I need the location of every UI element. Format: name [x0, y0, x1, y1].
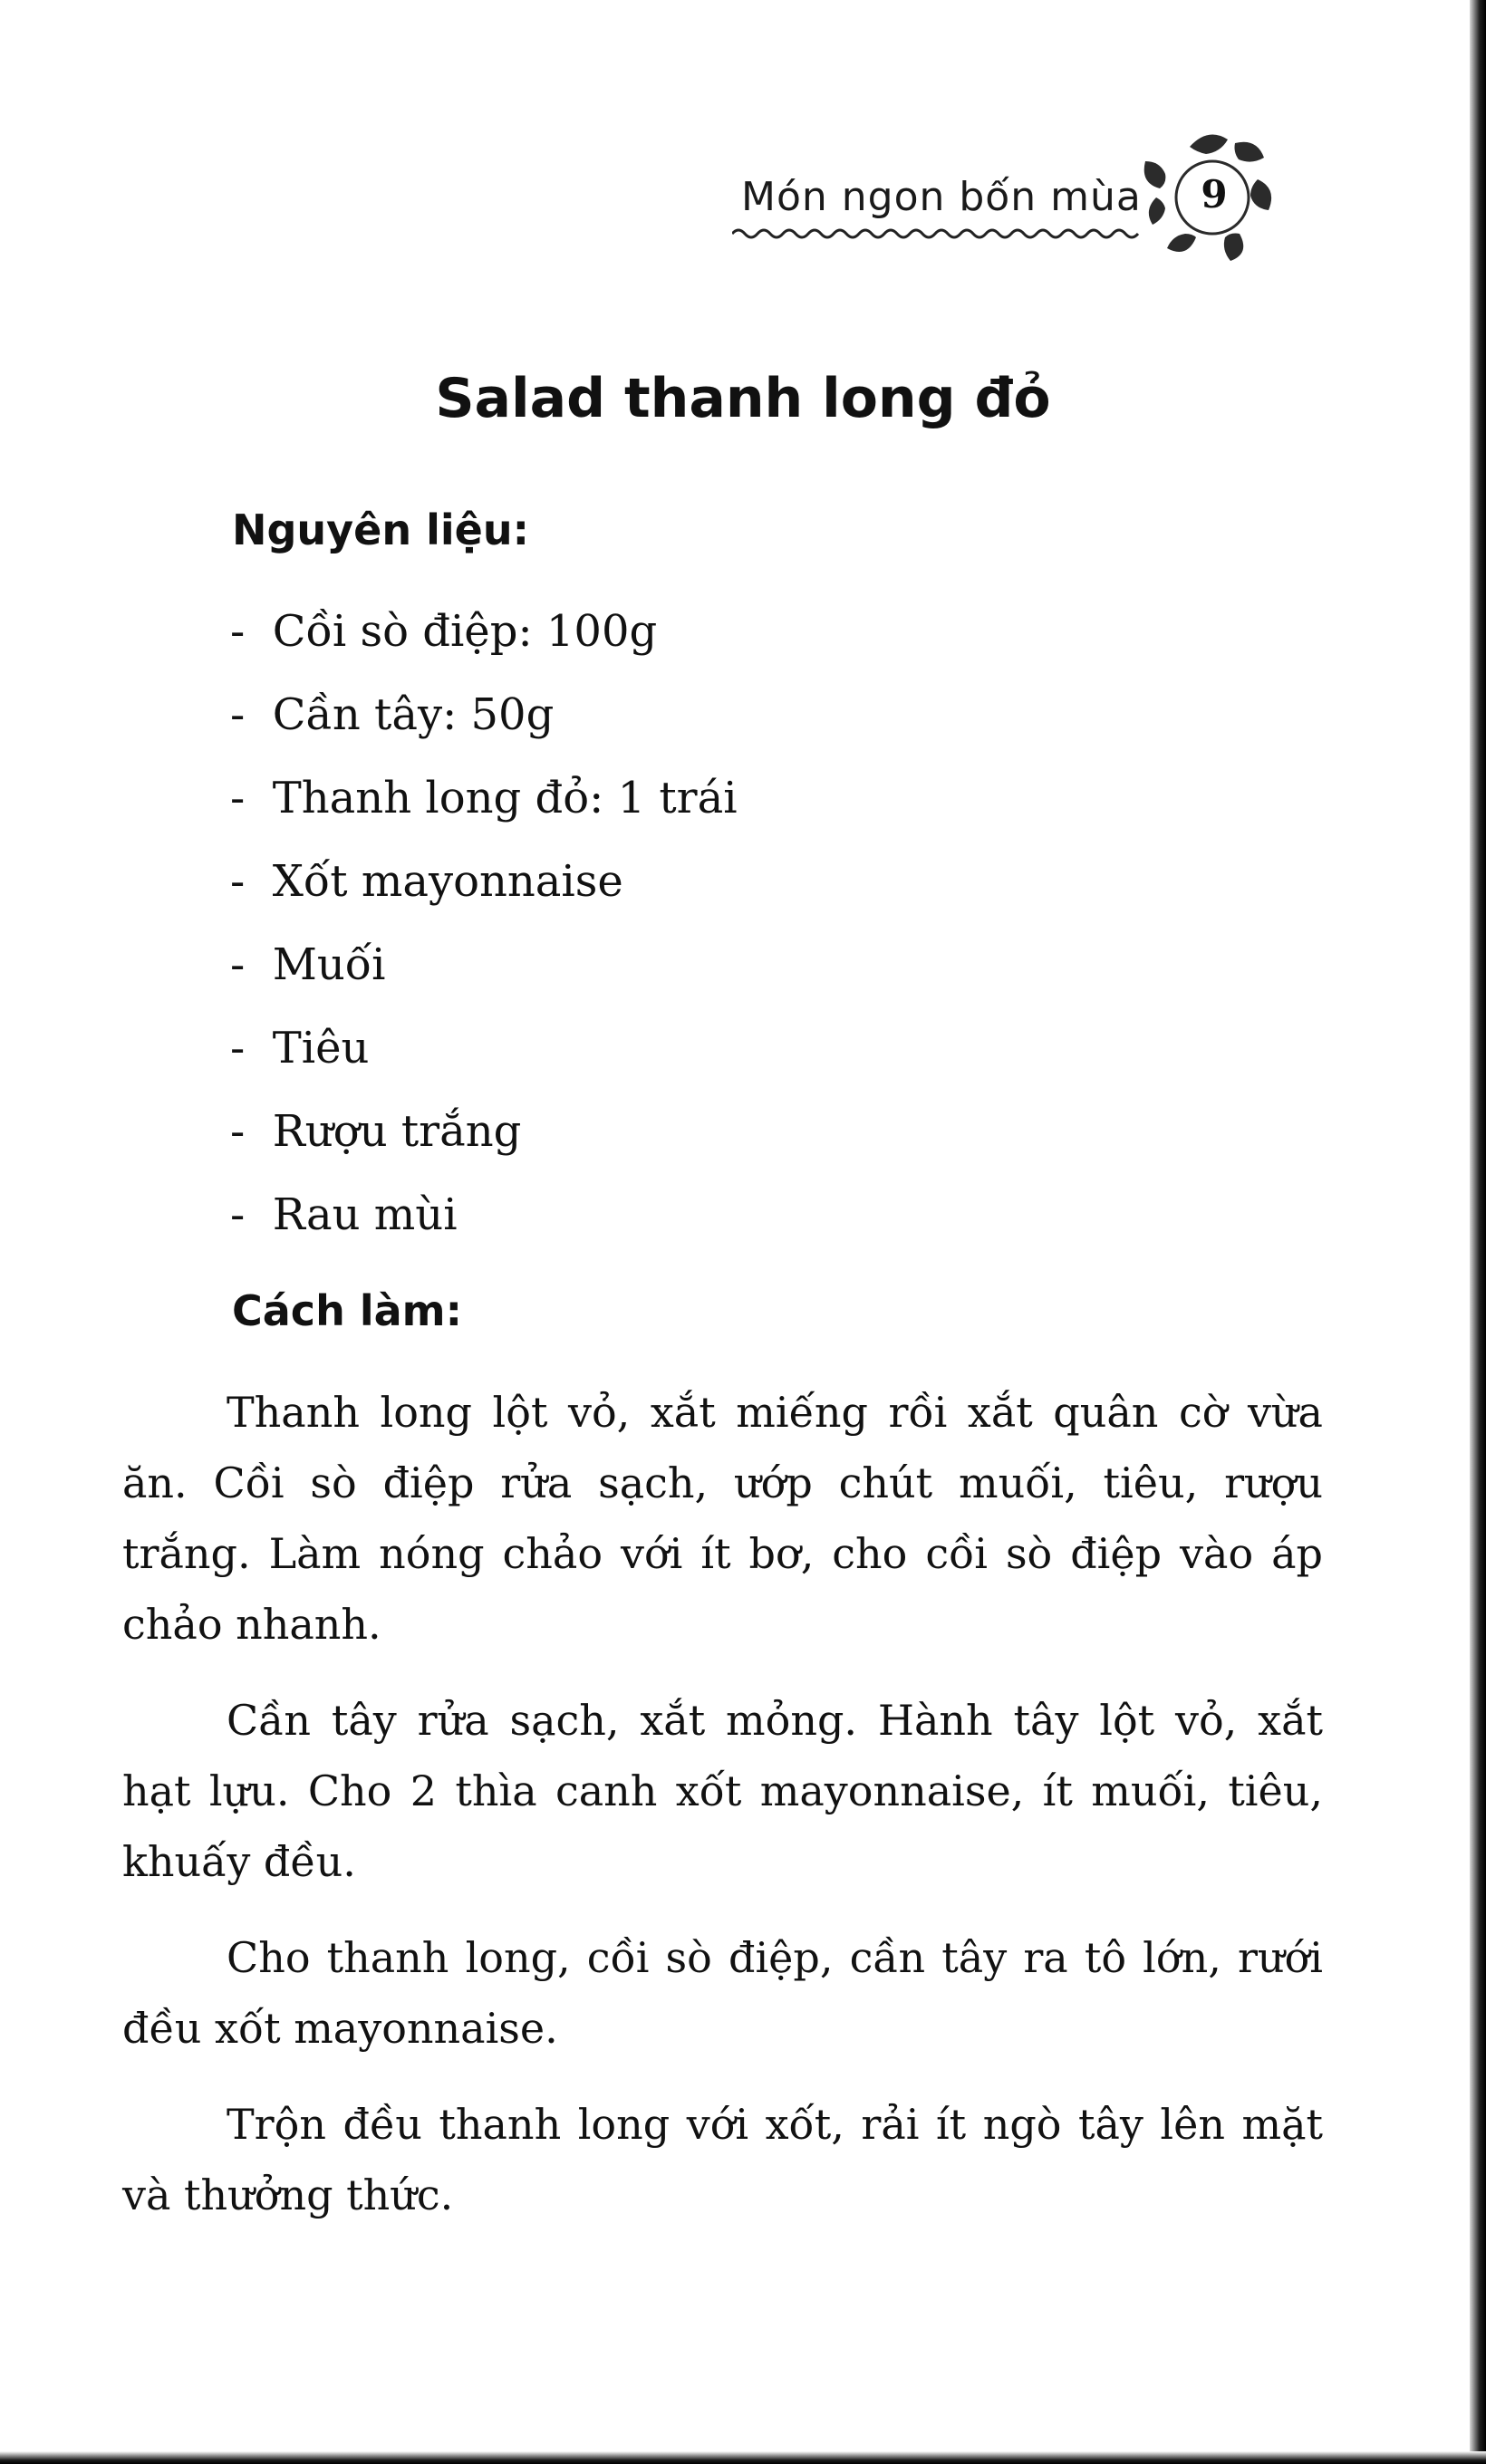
- ingredient-item: - Rau mùi: [230, 1183, 738, 1266]
- method-heading: Cách làm:: [232, 1286, 462, 1335]
- method-paragraph: Trộn đều thanh long với xốt, rải ít ngò tây lên mặt và thưởng thức.: [122, 2100, 1323, 2219]
- ingredient-item: - Tiêu: [230, 1016, 738, 1100]
- ingredient-item: - Thanh long đỏ: 1 trái: [230, 766, 738, 850]
- ingredient-item: - Muối: [230, 933, 738, 1016]
- page-header: [725, 127, 1287, 263]
- ingredients-list: [230, 600, 738, 1266]
- wavy-underline: [732, 225, 1140, 243]
- running-title: Món ngon bốn mùa: [741, 174, 1142, 220]
- ingredient-item: - Cần tây: 50g: [230, 683, 738, 766]
- ingredients-heading: Nguyên liệu:: [232, 505, 529, 554]
- method-steps: [122, 1377, 1323, 2256]
- method-paragraph: Cho thanh long, cồi sò điệp, cần tây ra tô lớn, rưới đều xốt mayonnaise.: [122, 1933, 1323, 2053]
- method-paragraph: Cần tây rửa sạch, xắt mỏng. Hành tây lột vỏ, xắt hạt lựu. Cho 2 thìa canh xốt mayonnaise, ít muối, tiêu, khuấy đều.: [122, 1696, 1323, 1886]
- ingredient-item: - Rượu trắng: [230, 1100, 738, 1183]
- page-bottom-edge: [0, 2451, 1486, 2464]
- recipe-title: Salad thanh long đỏ: [435, 367, 1051, 430]
- ingredient-item: - Cồi sò điệp: 100g: [230, 600, 738, 683]
- page-number: 9: [1201, 172, 1228, 217]
- ingredient-item: - Xốt mayonnaise: [230, 850, 738, 933]
- method-paragraph: Thanh long lột vỏ, xắt miếng rồi xắt quân cờ vừa ăn. Cồi sò điệp rửa sạch, ướp chút muối, tiêu, rượu trắng. Làm nóng chảo với ít bơ, cho cồi sò điệp vào áp chảo nhanh.: [122, 1388, 1323, 1649]
